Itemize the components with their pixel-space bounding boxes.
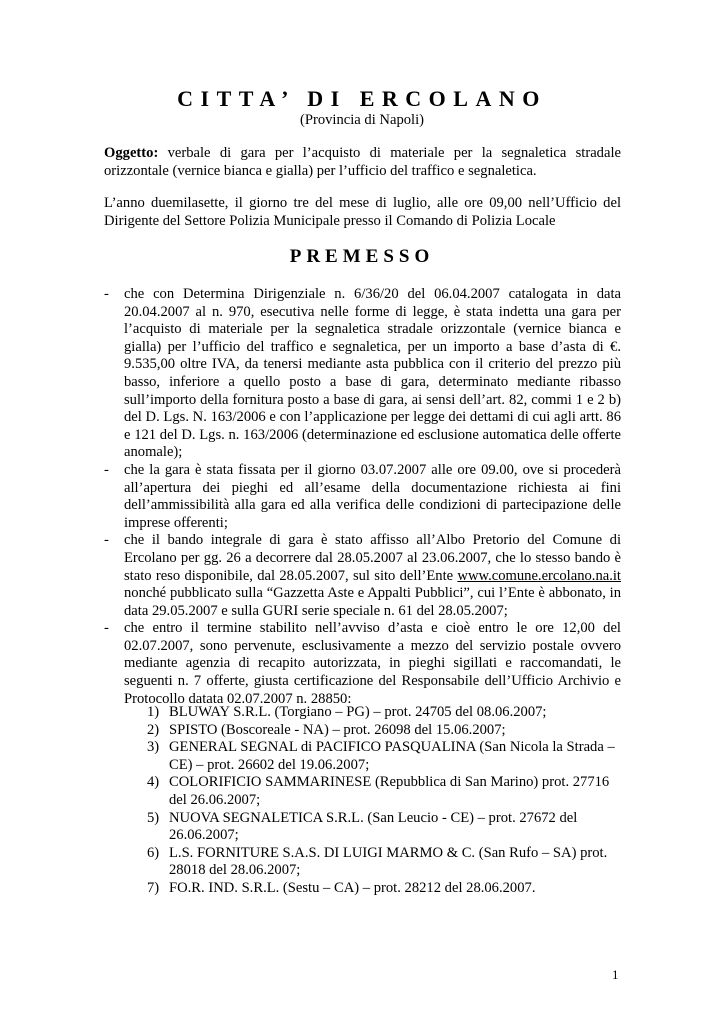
offer-number: 3) (147, 739, 160, 756)
section-heading: PREMESSO (289, 246, 435, 267)
website-link[interactable]: www.comune.ercolano.na.it (457, 567, 621, 584)
premise-text: che entro il termine stabilito nell’avviso d’asta e cioè entro le ore 12,00 del 02.07.2007, sono pervenute, esclusivamente a mezzo del servizio postale ovvero mediante agenzia di recapito autorizzata, in pieghi sigillati e raccomandati, le seguenti n. 7 offerte, giusta certificazione del Responsabile dell’Ufficio Archivio e Protocollo datata 02.07.2007 n. 28850: (124, 620, 621, 707)
offer-number: 2) (147, 721, 160, 738)
offer-number: 5) (147, 809, 160, 826)
subject-text: verbale di gara per l’acquisto di materiale per la segnaletica stradale orizzontale (vernice bianca e gialla) per l’ufficio del traffico e segnaletica. (104, 145, 621, 179)
intro-paragraph: L’anno duemilasette, il giorno tre del mese di luglio, alle ore 09,00 nell’Ufficio del Dirigente del Settore Polizia Municipale presso il Comando di Polizia Locale (104, 195, 621, 229)
dash-marker: - (104, 532, 109, 549)
offer-item (147, 845, 621, 880)
offer-text: FO.R. IND. S.R.L. (Sestu – CA) – prot. 28212 del 28.06.2007. (169, 879, 536, 896)
dash-marker: - (104, 620, 109, 637)
offer-text: NUOVA SEGNALETICA S.R.L. (San Leucio - CE) – prot. 27672 del 26.06.2007; (169, 809, 578, 844)
offer-item (147, 704, 621, 722)
premises-list (104, 286, 621, 708)
premise-text: che il bando integrale di gara è stato affisso all’Albo Pretorio del Comune di Ercolano per gg. 26 a decorrere dal 28.05.2007 al 23.06.2007, che lo stesso bando è stato reso disponibile, dal 28.05.2007, sul sito dell’Ente (124, 532, 621, 584)
page-number: 1 (612, 967, 619, 982)
offer-number: 7) (147, 879, 160, 896)
premise-text: che con Determina Dirigenziale n. 6/36/20 del 06.04.2007 catalogata in data 20.04.2007 al n. 970, esecutiva nelle forme di legge, è stata indetta una gara per l’acquisto di materiale per la segnaletica stradale orizzontale (vernice bianca e gialla) per l’ufficio del traffico e segnaletica, per un importo a base d’asta di €. 9.535,00 oltre IVA, da tenersi mediante asta pubblica con il criterio del prezzo più basso, inferiore a quello posto a base di gara, determinato mediante ribasso sull’importo della fornitura posto a base di gara, ai sensi dell’art. 82, commi 1 e 2 b) del D. Lgs. N. 163/2006 e con l’applicazione per legge dei dettami di cui agli artt. 86 e 121 del D. Lgs. n. 163/2006 (determinazione ed esclusione automatica delle offerte anomale); (124, 286, 621, 461)
dash-marker: - (104, 461, 109, 478)
offer-text: BLUWAY S.R.L. (Torgiano – PG) – prot. 24705 del 08.06.2007; (169, 704, 547, 720)
offer-text: SPISTO (Boscoreale - NA) – prot. 26098 del 15.06.2007; (169, 721, 506, 738)
offer-number: 4) (147, 774, 160, 791)
offer-item (147, 739, 621, 774)
subject-paragraph (104, 145, 621, 180)
premise-text: che la gara è stata fissata per il giorno 03.07.2007 alle ore 09.00, ove si procederà all’apertura dei pieghi ed all’esame della documentazione richiesta ai fini dell’ammissibilità alla gara ed alla verifica delle condizioni di partecipazione delle imprese offerenti; (124, 461, 621, 531)
dash-marker: - (104, 286, 109, 302)
offer-text: COLORIFICIO SAMMARINESE (Repubblica di San Marino) prot. 27716 del 26.06.2007; (169, 774, 610, 808)
list-item (104, 532, 621, 620)
list-item (104, 286, 621, 462)
premise-text: nonché pubblicato sulla “Gazzetta Aste e Appalti Pubblici”, cui l’Ente è abbonato, in data 29.05.2007 e sulla GURI serie speciale n. 61 del 28.05.2007; (124, 585, 621, 619)
offer-item (147, 810, 621, 845)
list-item (104, 462, 621, 532)
document-subtitle: (Provincia di Napoli) (299, 112, 425, 128)
offer-text: GENERAL SEGNAL di PACIFICO PASQUALINA (San Nicola la Strada – CE) – prot. 26602 del 19.06.2007; (169, 739, 615, 773)
offer-item (147, 880, 621, 898)
offer-item (147, 722, 621, 740)
list-item (104, 620, 621, 708)
offer-text: L.S. FORNITURE S.A.S. DI LUIGI MARMO & C. (San Rufo – SA) prot. 28018 del 28.06.2007; (169, 844, 608, 879)
offer-number: 6) (147, 844, 160, 861)
document-title: CITTA’ DI ERCOLANO (177, 86, 547, 111)
subject-label: Oggetto: (104, 145, 159, 161)
offer-item (147, 774, 621, 809)
offers-list (147, 704, 621, 898)
offer-number: 1) (147, 704, 160, 720)
